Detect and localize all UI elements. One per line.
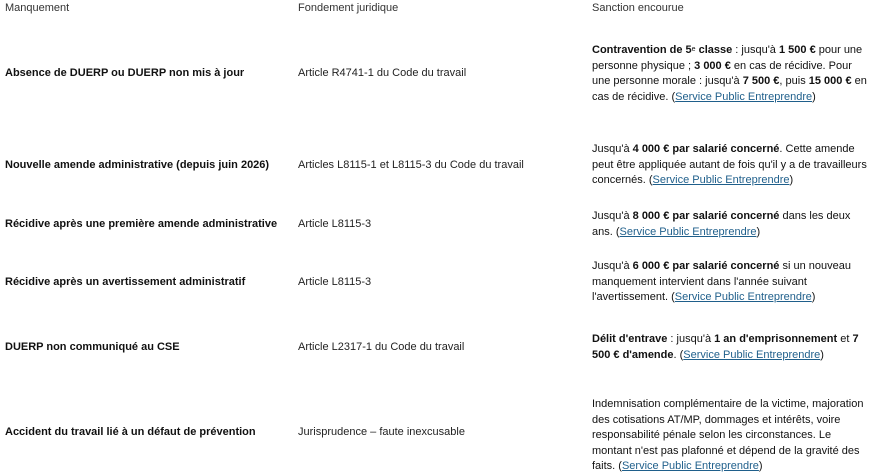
row-fondement: Article L8115-3 — [298, 218, 372, 230]
source-link[interactable]: Service Public Entreprendre — [621, 460, 759, 472]
row-manquement: DUERP non communiqué au CSE — [5, 341, 180, 353]
row-sanction: Jusqu'à 4 000 € par salarié concerné. Cette amende peut être appliquée autant de fois qu'il y a de travailleurs concernés. (Service Public Entreprendre) — [592, 143, 867, 186]
header-fondement: Fondement juridique — [298, 2, 399, 14]
row-manquement: Absence de DUERP ou DUERP non mis à jour — [5, 67, 245, 79]
source-link[interactable]: Service Public Entreprendre — [674, 291, 812, 303]
row-sanction: Jusqu'à 6 000 € par salarié concerné si un nouveau manquement intervient dans l'année suivant l'avertissement. (Service Public Entreprendre) — [592, 260, 851, 303]
row-sanction: Délit d'entrave : jusqu'à 1 an d'emprisonnement et 7 500 € d'amende. (Service Public Entreprendre) — [592, 333, 859, 361]
source-link[interactable]: Service Public Entreprendre — [683, 348, 821, 361]
row-fondement: Article L8115-3 — [298, 276, 372, 288]
row-fondement: Jurisprudence – faute inexcusable — [298, 426, 465, 438]
row-manquement: Récidive après une première amende administrative — [5, 218, 278, 230]
row-fondement: Article L2317-1 du Code du travail — [298, 341, 465, 353]
source-link[interactable]: Service Public Entreprendre — [619, 225, 757, 238]
row-manquement: Nouvelle amende administrative (depuis juin 2026) — [5, 159, 270, 171]
source-link[interactable]: Service Public Entreprendre — [675, 90, 813, 103]
row-sanction: Contravention de 5e classe : jusqu'à 1 500 € pour une personne physique ; 3 000 € en cas de récidive. Pour une personne morale : jusqu'à 7 500 €, puis 15 000 € en cas de récidive. (Service Public Entreprendre) — [592, 44, 867, 103]
row-fondement: Article R4741-1 du Code du travail — [298, 67, 467, 79]
row-sanction: Jusqu'à 8 000 € par salarié concerné dans les deux ans. (Service Public Entreprendre) — [592, 210, 851, 238]
row-manquement: Récidive après un avertissement administratif — [5, 276, 246, 288]
header-manquement: Manquement — [5, 2, 70, 14]
row-fondement: Articles L8115-1 et L8115-3 du Code du travail — [298, 159, 524, 171]
header-sanction: Sanction encourue — [592, 2, 684, 14]
row-sanction: Indemnisation complémentaire de la victime, majoration des cotisations AT/MP, dommages et intérêts, voire responsabilité pénale selon les circonstances. Le montant n'est pas plafonné et dépend de la gravité des faits. (Service Public Entreprendre) — [592, 398, 864, 472]
source-link[interactable]: Service Public Entreprendre — [652, 174, 790, 186]
row-manquement: Accident du travail lié à un défaut de prévention — [5, 426, 256, 438]
